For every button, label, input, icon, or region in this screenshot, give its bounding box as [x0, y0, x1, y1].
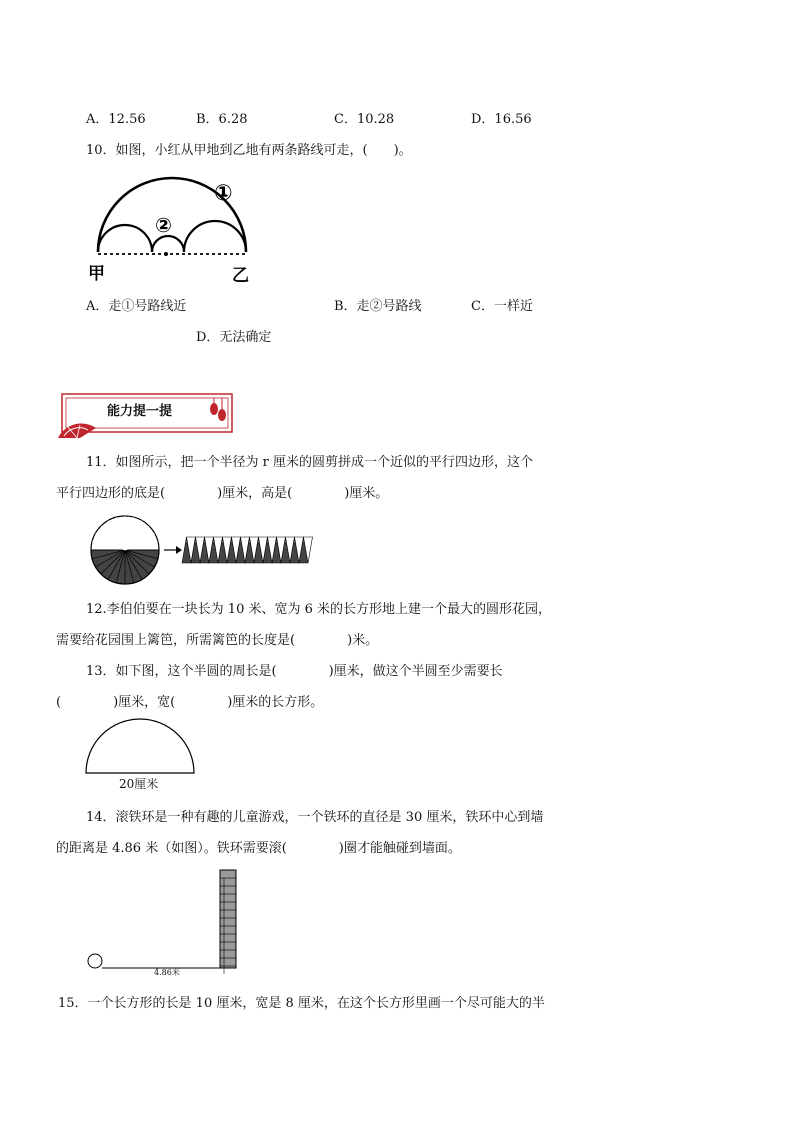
- q11-line2: 平行四边形的底是( )厘米，高是( )厘米。: [56, 486, 389, 501]
- q12-line1: 12.李伯伯要在一块长为 10 米、宽为 6 米的长方形地上建一个最大的圆形花园，: [86, 602, 552, 617]
- q10-option-a[interactable]: A．走①号路线近: [86, 299, 187, 314]
- q10-stem: 10．如图，小红从甲地到乙地有两条路线可走，( )。: [86, 143, 412, 158]
- iron-hoop: [88, 954, 102, 968]
- circle-sectors: [91, 516, 159, 584]
- route-2-arc-middle: [152, 236, 184, 252]
- route-2-arc-left: [98, 225, 152, 252]
- q13-line1: 13．如下图，这个半圆的周长是( )厘米，做这个半圆至少需要长: [86, 664, 503, 679]
- q13-semicircle-figure: [84, 717, 196, 777]
- parallelogram-shape: [182, 537, 313, 563]
- q10-option-d[interactable]: D．无法确定: [196, 330, 272, 345]
- q10-route-figure: [86, 176, 256, 286]
- arrow-head: [176, 546, 182, 554]
- q13-line2: ( )厘米，宽( )厘米的长方形。: [56, 695, 324, 710]
- route-2-label: ②: [155, 213, 172, 237]
- q11-circle-figure: [90, 515, 310, 585]
- q9-option-b[interactable]: B．6.28: [196, 112, 248, 127]
- sector-line: [116, 517, 125, 550]
- sector-line: [125, 517, 134, 550]
- semicircle: [86, 719, 194, 773]
- route-1-label: ①: [214, 181, 233, 206]
- q11-line1: 11．如图所示，把一个半径为 r 厘米的圆剪拼成一个近似的平行四边形，这个: [86, 455, 534, 470]
- sector-line: [125, 541, 158, 550]
- center-dot: [164, 252, 168, 256]
- start-label: 甲: [88, 264, 105, 284]
- q14-line1: 14．滚铁环是一种有趣的儿童游戏，一个铁环的直径是 30 厘米，铁环中心到墙: [86, 810, 544, 825]
- q13-diameter-label: 20厘米: [119, 777, 159, 791]
- q9-option-d[interactable]: D．16.56: [471, 112, 532, 127]
- sector-line: [92, 541, 125, 550]
- q9-option-a[interactable]: A．12.56: [86, 112, 146, 127]
- q9-option-c[interactable]: C．10.28: [334, 112, 395, 127]
- route-2-arc-right: [184, 221, 246, 252]
- q10-option-b[interactable]: B．走②号路线: [334, 299, 422, 314]
- brick-wall: [220, 870, 236, 968]
- q10-option-c[interactable]: C．一样近: [471, 299, 533, 314]
- q15-line1: 15．一个长方形的长是 10 厘米，宽是 8 厘米，在这个长方形里画一个尽可能大的半: [58, 996, 545, 1011]
- q12-line2: 需要给花园围上篱笆，所需篱笆的长度是( )米。: [56, 633, 379, 648]
- end-label: 乙: [232, 266, 249, 286]
- section-title: 能力提一提: [107, 404, 173, 419]
- q14-hoop-figure: [84, 868, 244, 972]
- q14-distance-label: 4.86米: [154, 968, 180, 977]
- q14-line2: 的距离是 4.86 米（如图）。铁环需要滚( )圈才能触碰到墙面。: [56, 841, 461, 856]
